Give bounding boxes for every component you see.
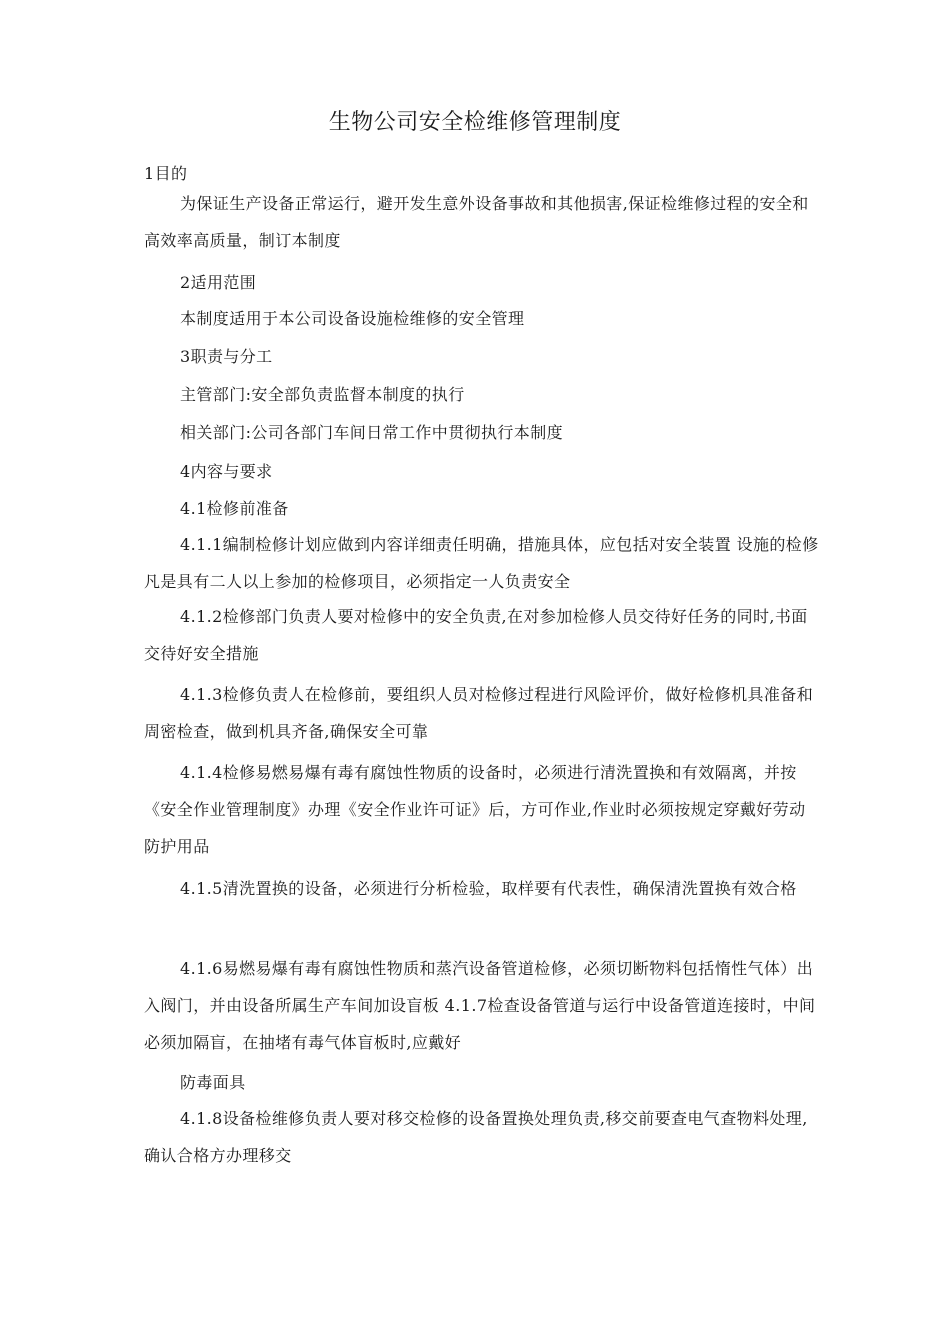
subsection-heading-prep: 4.1检修前准备 [180,499,289,518]
paragraph-gas-mask: 防毒面具 [180,1073,246,1092]
paragraph-scope-body: 本制度适用于本公司设备设施检维修的安全管理 [180,309,525,328]
paragraph-4-1-8: 4.1.8设备检维修负责人要对移交检修的设备置换处理负责,移交前要查电气查物料处理,确认合格方办理移交 [144,1109,808,1165]
section-heading-purpose: 1目的 [144,164,188,183]
paragraph-4-1-4: 4.1.4检修易燃易爆有毒有腐蚀性物质的设备时，必须进行清洗置换和有效隔离，并按《安全作业管理制度》办理《安全作业许可证》后，方可作业,作业时必须按规定穿戴好劳动防护用品 [144,763,806,856]
paragraph-4-1-1: 4.1.1编制检修计划应做到内容详细责任明确，措施具体，应包括对安全装置 设施的检修凡是具有二人以上参加的检修项目，必须指定一人负责安全 [144,535,819,591]
section-heading-scope: 2适用范围 [180,273,257,292]
section-heading-content: 4内容与要求 [180,462,273,481]
paragraph-4-1-5: 4.1.5清洗置换的设备，必须进行分析检验，取样要有代表性，确保清洗置换有效合格 [180,879,797,898]
paragraph-duties-related: 相关部门:公司各部门车间日常工作中贯彻执行本制度 [180,423,563,442]
document-title: 生物公司安全检维修管理制度 [328,110,622,135]
paragraph-4-1-3: 4.1.3检修负责人在检修前，要组织人员对检修过程进行风险评价，做好检修机具准备和周密检查，做到机具齐备,确保安全可靠 [144,685,814,741]
paragraph-duties-main: 主管部门:安全部负责监督本制度的执行 [180,385,465,404]
paragraph-4-1-6: 4.1.6易燃易爆有毒有腐蚀性物质和蒸汽设备管道检修，必须切断物料包括惰性气体）出入阀门，并由设备所属生产车间加设盲板 4.1.7检查设备管道与运行中设备管道连接时，中间必须加隔盲，在抽堵有毒气体盲板时,应戴好 [144,959,816,1052]
section-heading-duties: 3职责与分工 [180,347,273,366]
paragraph-purpose-body: 为保证生产设备正常运行，避开发生意外设备事故和其他损害,保证检维修过程的安全和高效率高质量，制订本制度 [144,194,809,250]
paragraph-4-1-2: 4.1.2检修部门负责人要对检修中的安全负责,在对参加检修人员交待好任务的同时,书面交待好安全措施 [144,607,808,663]
